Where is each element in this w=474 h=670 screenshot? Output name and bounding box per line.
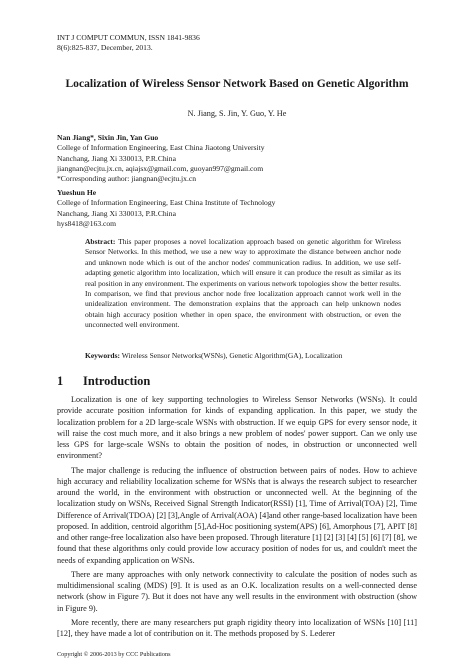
author-list: N. Jiang, S. Jin, Y. Guo, Y. He [187,109,287,118]
journal-volume: 8(6):825-837, December, 2013. [57,43,153,53]
affiliation-college: College of Information Engineering, East China Jiaotong University [57,143,265,153]
keywords [85,351,401,360]
journal-citation: INT J COMPUT COMMUN, ISSN 1841-9836 [57,33,200,42]
affiliation-email: hys8418@163.com [57,218,117,228]
affiliation-address: Nanchang, Jiang Xi 330013, P.R.China [57,208,176,218]
corresponding-author: *Corresponding author: jiangnan@ecjtu.jx.cn [57,174,197,184]
section-title: Introduction [83,374,151,388]
paragraph: Localization is one of key supporting technologies to Wireless Sensor Networks (WSNs). It could provide accurate position information for kinds of expanding application. In this paper, we study the localization problem for a 2D large-scale WSNs with obstruction. If we equip GPS for every sensor node, it will raise the cost much more, and it also brings a new problem of nodes' power support. Can we only use less GPS for large-scale WSNs to obtain the position of nodes, in obstruction or unconnected well environment? [57,395,417,461]
abstract-label: Abstract: [85,237,116,246]
section-heading [57,374,150,389]
affiliation-address: Nanchang, Jiang Xi 330013, P.R.China [57,153,176,163]
keywords-label: Keywords: [85,351,120,360]
paragraph: The major challenge is reducing the influence of obstruction between pairs of nodes. How to achieve high accuracy and reliability localization scheme for WSNs that is always the research subject to researcher around the world, in the environment with obstruction or unconnected well. At the beginning of the localization study on WSNs, Received Signal Strength Indicator(RSSI) [1], Time of Arrival(TOA) [2], Time Difference of Arrival(TDOA) [2] [3],Angle of Arrival(AOA) [4]and other range-based localization have been proposed. In addition, centroid algorithm [5],Ad-Hoc positioning system(APS) [6], Amorphous [7], APIT [8] and other range-free localization also have been proposed. Through literature [1] [2] [3] [4] [5] [6] [7] [8], we found that these algorithms only could provide low accuracy position of nodes for us, and couldn't meet the needs of expanding application on WSNs. [57,465,417,565]
affiliation-block-2 [57,188,275,229]
affiliation-block-1 [57,133,265,184]
journal-header [57,33,200,54]
section-number: 1 [57,374,64,388]
paper-title: Localization of Wireless Sensor Network Based on Genetic Algorithm [65,77,409,90]
body-text [57,394,417,642]
affiliation-names: Nan Jiang*, Sixin Jin, Yan Guo [57,133,159,142]
paragraph: More recently, there are many researchers put graph rigidity theory into localization of WSNs [10] [11] [12], they have made a lot of contribution on it. The methods proposed by S. Lederer [57,617,417,638]
paragraph: There are many approaches with only network connectivity to calculate the position of nodes such as multidimensional scaling (MDS) [9]. It is used as an O.K. localization results on a well-connected dense network (show in Figure 7). But it does not have any well results in the environment with obstruction (show in Figure 9). [57,569,417,613]
keywords-text: Wireless Sensor Networks(WSNs), Genetic Algorithm(GA), Localization [121,351,343,360]
abstract-text: This paper proposes a novel localization approach based on genetic algorithm for Wireless Sensor Networks. In this method, we use a new way to approximate the distance between anchor node and unknown node which is out of the anchor nodes' communication radius. In addition, we use self-adapting genetic algorithm into localization, which will ensure it can produce the result as similar as its real position in any environment. The experiments on various network topologies show the better results. In comparison, we find that previous anchor node free localization approach cannot work well in the unidealization environment. The demonstration explains that the approach can help unknown nodes obtain high accuracy position whether in open space, the environment with obstruction, or even the unconnected well environment. [85,237,401,330]
abstract [85,237,401,331]
affiliation-college: College of Information Engineering, East China Institute of Technology [57,198,276,208]
affiliation-names: Yueshun He [57,188,97,197]
affiliation-emails: jiangnan@ecjtu.jx.cn, aqiajsx@gmail.com, guoyan997@gmail.com [57,163,264,173]
copyright-footer: Copyright © 2006-2013 by CCC Publications [57,651,171,658]
